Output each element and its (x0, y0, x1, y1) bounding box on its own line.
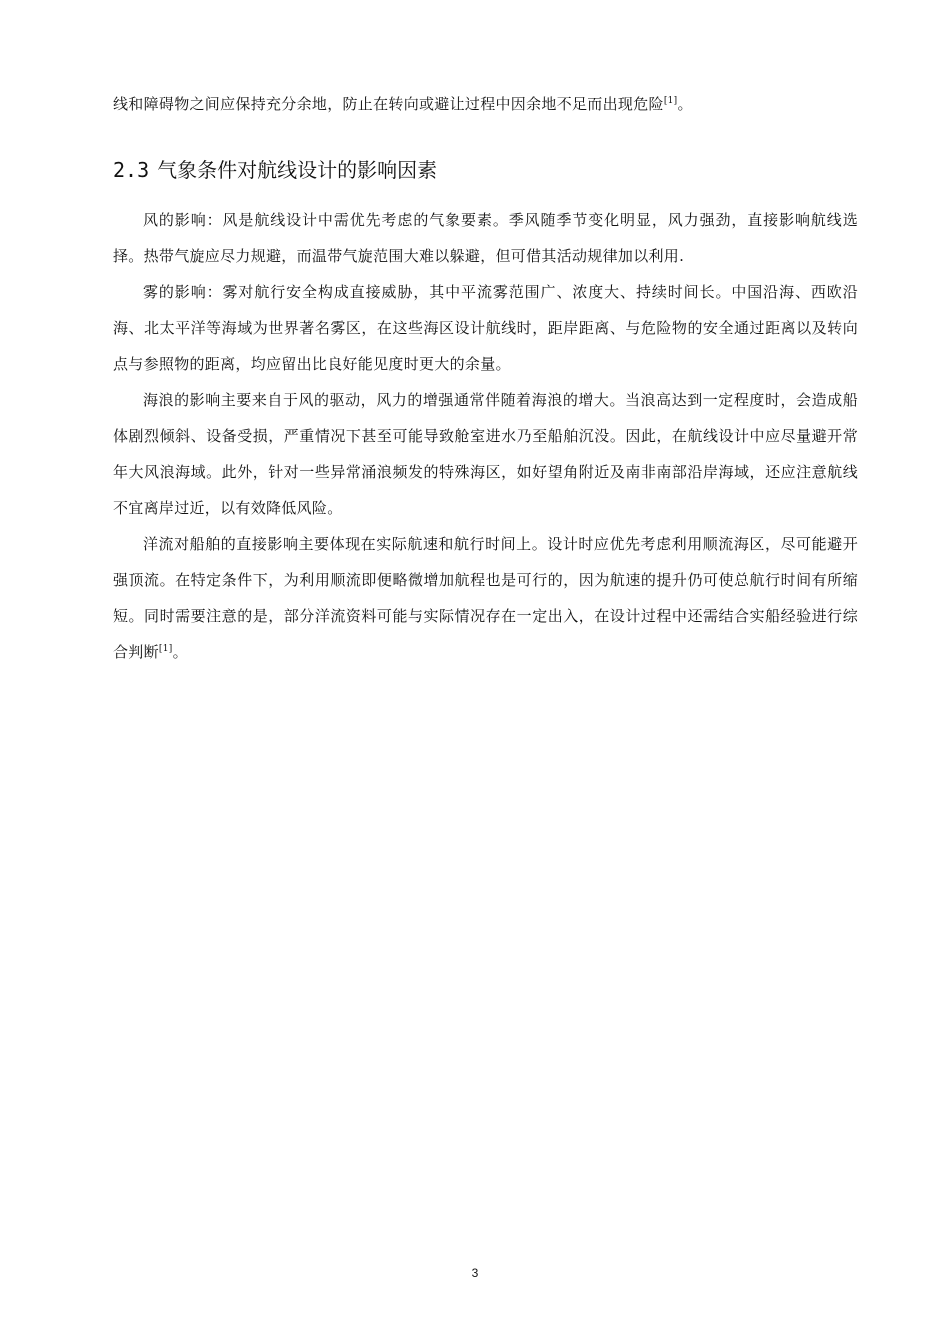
section-heading (113, 154, 858, 186)
citation[interactable]: [1] (158, 644, 173, 654)
paragraph-end: 。 (677, 95, 693, 113)
continued-paragraph (113, 86, 858, 122)
paragraph-text: 雾的影响：雾对航行安全构成直接威胁，其中平流雾范围广、浓度大、持续时间长。中国沿海、西欧沿海、北太平洋等海域为世界著名雾区，在这些海区设计航线时，距岸距离、与危险物的安全通过距离以及转向点与参照物的距离，均应留出比良好能见度时更大的余量。 (113, 283, 858, 373)
page-number: 3 (471, 1266, 479, 1280)
paragraph-currents (113, 526, 858, 670)
paragraph-text: 洋流对船舶的直接影响主要体现在实际航速和航行时间上。设计时应优先考虑利用顺流海区，尽可能避开强顶流。在特定条件下，为利用顺流即便略微增加航程也是可行的，因为航速的提升仍可使总航行时间有所缩短。同时需要注意的是，部分洋流资料可能与实际情况存在一定出入，在设计过程中还需结合实船经验进行综合判断 (113, 535, 858, 661)
section-number: 2.3 (113, 158, 150, 182)
paragraph-text: 风的影响：风是航线设计中需优先考虑的气象要素。季风随季节变化明显，风力强劲，直接影响航线选择。热带气旋应尽力规避，而温带气旋范围大难以躲避，但可借其活动规律加以利用. (113, 211, 858, 265)
section-title: 气象条件对航线设计的影响因素 (157, 158, 438, 182)
paragraph-text: 海浪的影响主要来自于风的驱动，风力的增强通常伴随着海浪的增大。当浪高达到一定程度时，会造成船体剧烈倾斜、设备受损，严重情况下甚至可能导致舱室进水乃至船舶沉没。因此，在航线设计中应尽量避开常年大风浪海域。此外，针对一些异常涌浪频发的特殊海区，如好望角附近及南非南部沿岸海域，还应注意航线不宜离岸过近，以有效降低风险。 (113, 391, 858, 517)
paragraph-wind (113, 202, 858, 274)
citation[interactable]: [1] (663, 96, 678, 106)
paragraph-waves (113, 382, 858, 526)
paragraph-end: 。 (172, 643, 188, 661)
page-content (113, 86, 858, 670)
paragraph-text: 线和障碍物之间应保持充分余地，防止在转向或避让过程中因余地不足而出现危险 (113, 95, 664, 113)
paragraph-fog (113, 274, 858, 382)
